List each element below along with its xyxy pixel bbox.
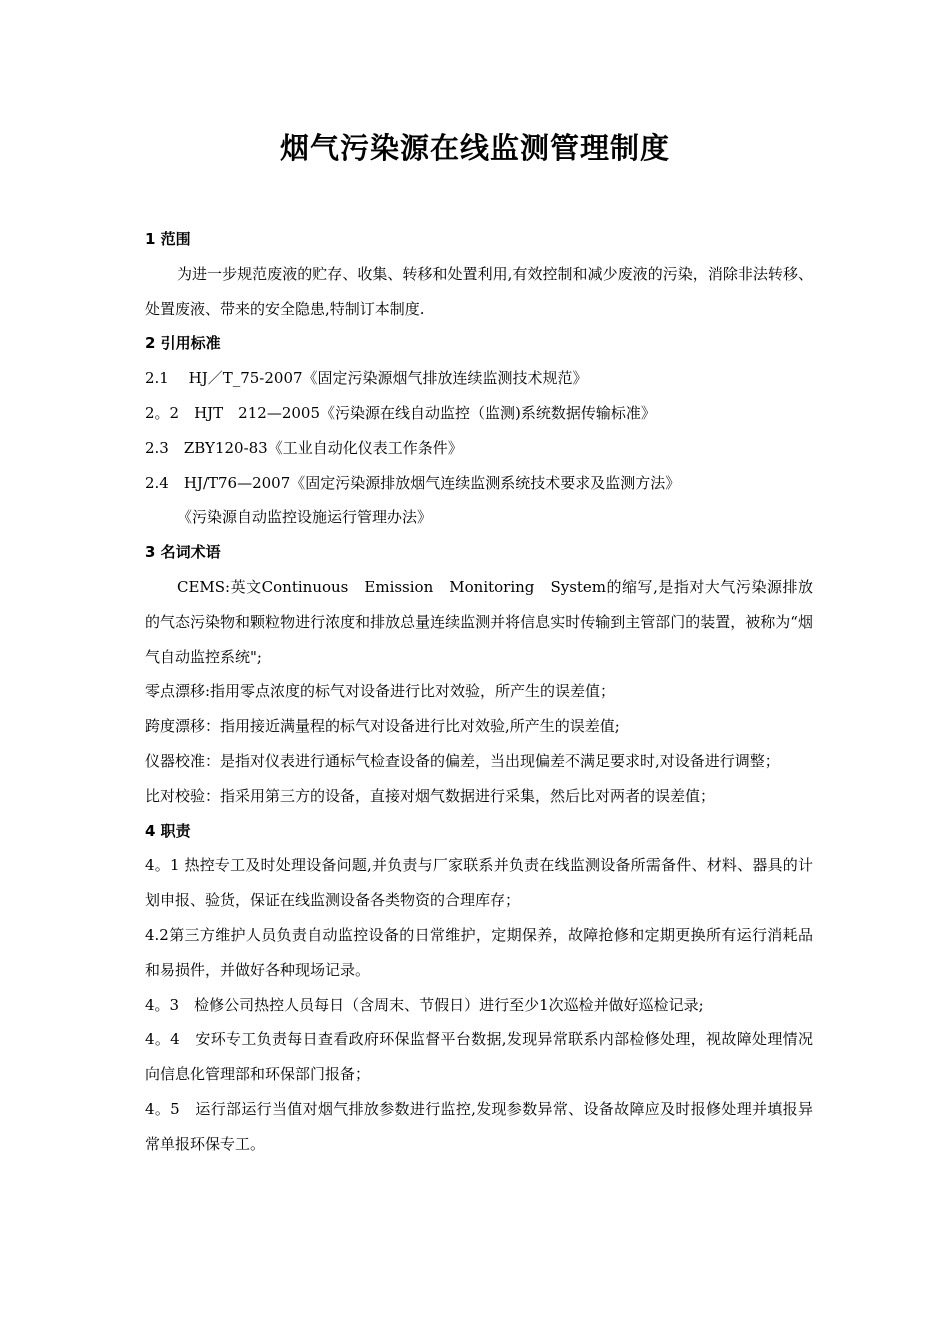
duty-item: 4.2第三方维护人员负责自动监控设备的日常维护，定期保养，故障抢修和定期更换所有运行消耗品和易损件，并做好各种现场记录。 [145,925,813,979]
duty-item: 4。4 安环专工负责每日查看政府环保监督平台数据,发现异常联系内部检修处理，视故障处理情况向信息化管理部和环保部门报备； [145,1030,813,1084]
standard-item: 2.3 ZBY120-83《工业自动化仪表工作条件》 [145,438,463,457]
section-heading-terms: 3 名词术语 [145,543,221,562]
section-heading-scope: 1 范围 [145,230,191,248]
term-zero-drift: 零点漂移:指用零点浓度的标气对设备进行比对效验，所产生的误差值； [145,682,616,701]
section-heading-standards: 2 引用标准 [145,334,221,353]
standard-extra: 《污染源自动监控设施运行管理办法》 [177,508,433,527]
term-comparison: 比对校验：指采用第三方的设备，直接对烟气数据进行采集，然后比对两者的误差值； [145,786,716,805]
term-span-drift: 跨度漂移：指用接近满量程的标气对设备进行比对效验,所产生的误差值; [145,717,620,736]
scope-paragraph: 为进一步规范废液的贮存、收集、转移和处置利用,有效控制和减少废液的污染，消除非法转移、处置废液、带来的安全隐患,特制订本制度. [145,264,813,318]
duty-item: 4。5 运行部运行当值对烟气排放参数进行监控,发现参数异常、设备故障应及时报修处理并填报异常单报环保专工。 [145,1099,813,1153]
standard-item: 2.4 HJ/T76—2007《固定污染源排放烟气连续监测系统技术要求及监测方法》 [145,473,681,492]
term-calibration: 仪器校准：是指对仪表进行通标气检查设备的偏差，当出现偏差不满足要求时,对设备进行调整； [145,751,780,770]
term-cems: CEMS:英文Continuous Emission Monitoring System的缩写,是指对大气污染源排放的气态污染物和颗粒物进行浓度和排放总量连续监测并将信息实时传输到主管部门的装置，被称为“烟气自动监控系统"; [145,577,813,666]
standard-item: 2。2 HJT 212—2005《污染源在线自动监控（监测)系统数据传输标准》 [145,403,656,422]
duty-item: 4。1 热控专工及时处理设备问题,并负责与厂家联系并负责在线监测设备所需备件、材料、器具的计划申报、验货，保证在线监测设备各类物资的合理库存； [145,856,813,910]
section-heading-duties: 4 职责 [145,821,191,840]
document-title: 烟气污染源在线监测管理制度 [279,131,670,165]
duty-item: 4。3 检修公司热控人员每日（含周末、节假日）进行至少1次巡检并做好巡检记录; [145,995,704,1014]
document-body [145,222,813,1162]
standard-item: 2.1 HJ／T_75-2007《固定污染源烟气排放连续监测技术规范》 [145,369,588,388]
